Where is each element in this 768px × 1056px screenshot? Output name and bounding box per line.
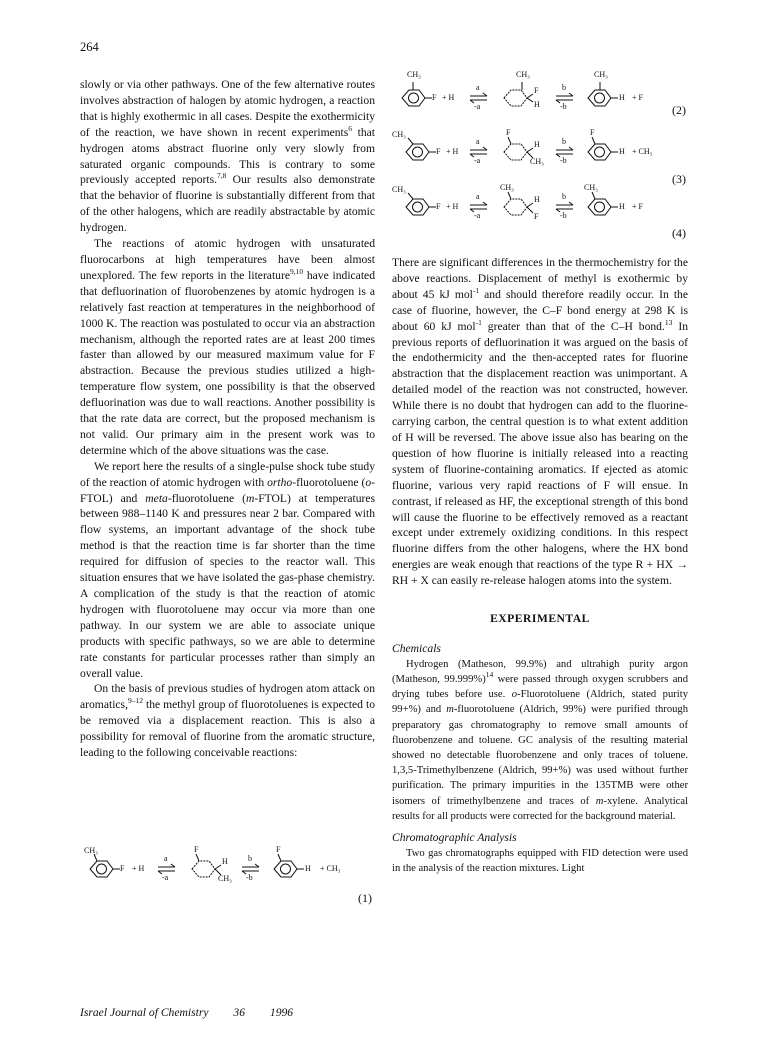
label-f: F (590, 128, 595, 137)
paragraph (80, 77, 375, 236)
label-h: H (619, 147, 625, 156)
label-f: F (534, 86, 539, 95)
citation: 9–12 (127, 696, 143, 706)
reaction-scheme-1 (80, 843, 380, 893)
label-f: F (276, 845, 281, 854)
text-run: Our results also demonstrate that the behavior of fluorine is substantially different from that of the other halogens, which are readily abstractable by atomic hydrogen. (80, 173, 375, 235)
text-run: -FTOL) and (80, 475, 375, 505)
label-neg-b: -b (560, 211, 567, 220)
label-f: F (436, 147, 441, 156)
reaction-2-structures (392, 70, 692, 120)
page-number: 264 (80, 40, 99, 54)
label-a: a (476, 137, 480, 146)
left-column (80, 77, 375, 761)
superscript: -1 (475, 317, 482, 327)
label-f: F (506, 128, 511, 137)
label-neg-a: -a (474, 211, 481, 220)
label-b: b (562, 192, 566, 201)
citation: 7,8 (217, 171, 227, 181)
equation-number-3: (3) (672, 172, 686, 186)
label-h: H (222, 857, 228, 866)
text-run: that hydrogen atoms abstract fluorine only very slowly from saturated organic compounds. This is contrary to some previously accepted reports. (80, 125, 375, 187)
text-run: and should therefore readily occur. In the case of fluorine, however, the C–F bond energy at 298 K is about 60 kJ mol (392, 287, 688, 333)
paragraph: Two gas chromatographs equipped with FID detection were used in the analysis of the reaction mixtures. Light (392, 847, 688, 875)
text-run: have indicated that defluorination of fluorobenzenes by atomic hydrogen is a relatively fast reaction at temperatures in the neighborhood of 1000 K. The reaction was postulated to occur via an abstraction mechanism, although the reported rates are at least 200 times faster than allowed by our measured maximum value for F abstraction. Because the previous studies utilized a high-temperature flow system, one possibility is that the observed defluorination was due to wall reactions. Another possibility is that the rate data are correct, but the proposed mechanism is not valid. Our primary aim in the present work was to determine which of the above situations was the case. (80, 268, 376, 457)
label-h: H (534, 140, 540, 149)
text-run: The reactions of atomic hydrogen with unsaturated fluorocarbons at high temperatures have been almost unexplored. The few reports in the literature (80, 237, 375, 282)
italic-text: ortho (267, 475, 293, 489)
equation-number-1: (1) (358, 891, 372, 905)
paragraph (80, 681, 375, 761)
citation: 9,10 (289, 266, 304, 276)
italic-text: o (511, 689, 518, 701)
subsection-heading: Chemicals (392, 641, 441, 655)
label-ch3: CH₃ (594, 70, 608, 79)
paragraph (80, 236, 375, 459)
reaction-scheme-4 (392, 183, 692, 233)
label-h: H (619, 93, 625, 102)
label-plus-f: + F (632, 93, 643, 102)
journal-year: 1996 (269, 1006, 294, 1019)
label-plus-ch3: + CH₃ (632, 147, 653, 156)
text-run: greater than that of the C–H bond. (481, 319, 665, 333)
label-neg-b: -b (246, 873, 253, 882)
label-neg-b: -b (560, 102, 567, 111)
right-column (392, 255, 688, 876)
label-a: a (476, 83, 480, 92)
label-ch3: CH₃ (500, 183, 514, 192)
label-h: H (619, 202, 625, 211)
italic-text: m (446, 704, 454, 716)
label-f: F (120, 864, 125, 873)
label-f: F (436, 202, 441, 211)
text-run: were passed through oxygen scrubbers and drying tubes before use. (392, 674, 689, 701)
label-h: H (534, 195, 540, 204)
label-ch3: CH₃ (584, 183, 598, 192)
subsection-heading: Chromatographic Analysis (392, 831, 517, 845)
label-a: a (164, 854, 168, 863)
label-ch3: CH₃ (407, 70, 421, 79)
label-plus-h: + H (132, 864, 145, 873)
label-plus-ch3: + CH₃ (320, 864, 341, 873)
text-run: -xylene. Analytical results for all products were corrected for the background material. (392, 795, 688, 822)
label-h: H (305, 864, 311, 873)
paragraph (80, 459, 375, 682)
text-run: -fluorotoluene ( (292, 475, 366, 489)
label-ch3: CH₃ (530, 157, 544, 166)
label-ch3: CH₃ (218, 874, 232, 883)
text-run: There are significant differences in the thermochemistry for the above reactions. Displacement of methyl is exothermic by about 45 kJ mol (392, 256, 688, 301)
text-run: -Fluorotoluene (Aldrich, stated purity 99+%) and (392, 689, 688, 716)
text-run: the methyl group of fluorotoluenes is expected to be removed via a displacement reaction. This is also a possibility for removal of fluorine from the aromatic structure, leading to the following conceivable reactions: (80, 698, 375, 760)
equation-number-2: (2) (672, 103, 686, 117)
label-plus-h: + H (446, 202, 459, 211)
text-run: -fluorotoluene (Aldrich, 99%) were purified through preparatory gas chromatography to remove small amounts of fluorobenzene and toluene. GC analysis of the resulting material showed no detectable fluorobenzene and only traces of toluene. 1,3,5-Trimethylbenzene (Aldrich, 99+%) was used without further purification. The primary impurities in the 135TMB were other isomers of trimethylbenzene and traces of (392, 704, 689, 807)
label-b: b (562, 137, 566, 146)
text-run: We report here the results of a single-pulse shock tube study of the reaction of atomic hydrogen with (80, 459, 375, 489)
label-ch3: CH₃ (392, 130, 406, 139)
text-run: On the basis of previous studies of hydrogen atom attack on aromatics, (80, 682, 375, 712)
label-a: a (476, 192, 480, 201)
label-ch3: CH₃ (516, 70, 530, 79)
italic-text: meta (145, 491, 168, 505)
label-b: b (562, 83, 566, 92)
section-heading: EXPERIMENTAL (490, 612, 590, 626)
text-run: In previous reports of defluorination it was argued on the basis of the endothermicity and the then-accepted rates for fluorine abstraction that the displacement reaction was unimportant. A detailed model of the reaction was not constructed, however. While there is no doubt that hydrogen can add to the fluorine-carrying carbon, the central question is to what extent addition of H will be reversed. The above issue also has bearing on the question of how fluorine is initially released into a reacting system of fluorine-containing aromatics. If ejected as atomic fluorine, various very rapid reactions of F will ensue. In contrast, if released as HF, the exceptional strength of this bond will cause the fluorine to be effectively removed as a reactant except under extremely oxidizing conditions. In this respect fluorine differs from the other halogens, where the HX bond energies are weak enough that reactions of the type R + HX → RH + X can easily re-release halogen atoms into the system. (392, 319, 688, 588)
text-run: -FTOL) at temperatures between 988–1140 K and pressures near 2 bar. Compared with flow systems, an important advantage of the shock tube method is that the reaction time is far shorter than the time required for diffusion of species to the reactor wall. This situation ensures that we have isolated the gas-phase chemistry. A complication of the study is that the reaction of atomic hydrogen with fluorotoluene may occur via more than one pathway. In our system we are able to associate unique products with specific pathways, so we are able to determine rate constants for particular processes rather than simply an overall value. (80, 491, 376, 680)
label-neg-b: -b (560, 156, 567, 165)
label-neg-a: -a (474, 156, 481, 165)
running-footer (80, 1006, 315, 1019)
italic-text: m (245, 491, 255, 505)
reaction-scheme-3 (392, 128, 692, 178)
label-neg-a: -a (474, 102, 481, 111)
citation: 6 (348, 123, 353, 133)
label-f: F (432, 93, 437, 102)
label-plus-h: + H (442, 93, 455, 102)
reaction-scheme-2 (392, 70, 692, 120)
label-h: H (534, 100, 540, 109)
label-ch3: CH₃ (84, 846, 98, 855)
paragraph (392, 657, 688, 824)
label-b: b (248, 854, 252, 863)
equation-number-4: (4) (672, 226, 686, 240)
citation: 13 (664, 317, 673, 327)
italic-text: m (595, 795, 604, 807)
journal-name: Israel Journal of Chemistry (80, 1006, 209, 1019)
label-ch3: CH₃ (392, 185, 406, 194)
label-plus-h: + H (446, 147, 459, 156)
label-f: F (534, 212, 539, 221)
text-run: slowly or via other pathways. One of the few alternative routes involves abstraction of halogen by atomic hydrogen, a reaction that is highly exothermic in all cases. Despite the exothermicity of the reaction, we have shown in recent experiments (80, 78, 375, 139)
journal-volume: 36 (233, 1006, 245, 1019)
citation: 14 (485, 670, 494, 680)
text-run: Hydrogen (Matheson, 99.9%) and ultrahigh purity argon (Matheson, 99.999%) (392, 658, 688, 686)
label-f: F (194, 845, 199, 854)
italic-text: o (365, 475, 372, 489)
superscript: -1 (472, 285, 480, 295)
paragraph (392, 255, 688, 589)
label-plus-f: + F (632, 202, 643, 211)
label-neg-a: -a (162, 873, 169, 882)
text-run: -fluorotoluene ( (167, 491, 246, 505)
